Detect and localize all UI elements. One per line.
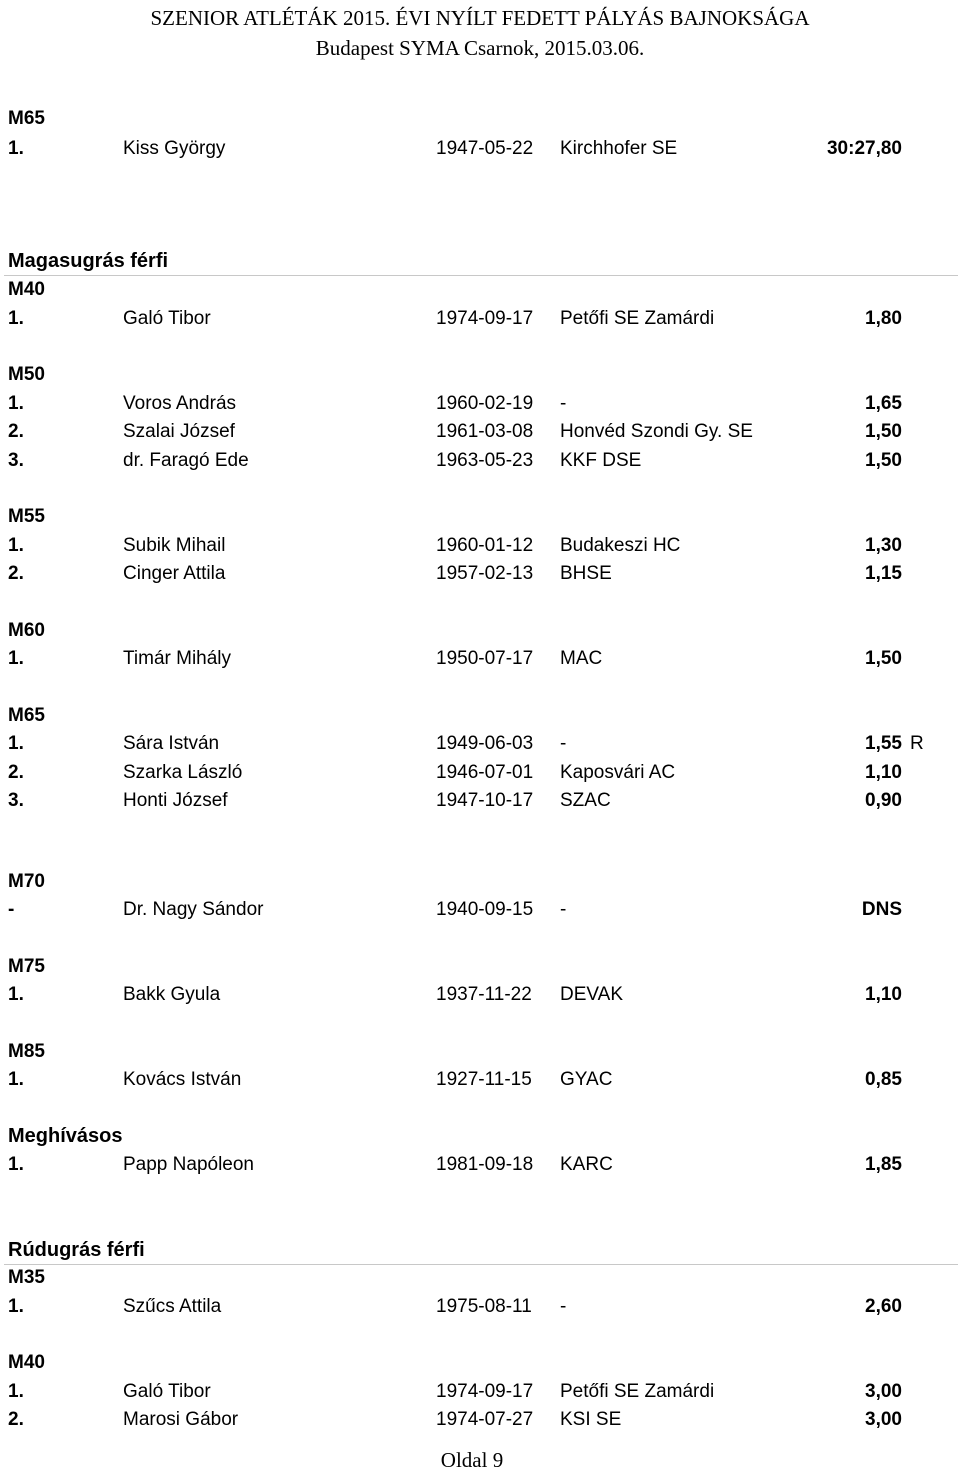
result-value: 1,10 (865, 762, 902, 783)
athlete-name: Bakk Gyula (123, 984, 221, 1005)
result-value: 1,65 (865, 393, 902, 414)
age-group-label: M75 (8, 956, 45, 977)
age-group-label: M35 (8, 1267, 45, 1288)
place-cell: 1. (8, 393, 24, 414)
club-name: Petőfi SE Zamárdi (560, 308, 715, 329)
club-name: MAC (560, 648, 603, 669)
birth-date: 1961-03-08 (436, 421, 534, 442)
age-group-label: M85 (8, 1041, 45, 1062)
athlete-name: Szalai József (123, 421, 235, 442)
athlete-name: Dr. Nagy Sándor (123, 899, 264, 920)
club-name: - (560, 1296, 567, 1317)
place-cell: 3. (8, 450, 24, 471)
athlete-name: Papp Napóleon (123, 1154, 254, 1175)
birth-date: 1937-11-22 (436, 984, 532, 1005)
place-cell: 1. (8, 1381, 24, 1402)
result-value: 1,55 (865, 733, 902, 754)
place-cell: 1. (8, 733, 24, 754)
place-cell: 1. (8, 535, 24, 556)
athlete-name: Cinger Attila (123, 563, 226, 584)
age-group-label: M70 (8, 871, 45, 892)
place-cell: - (8, 899, 15, 920)
club-name: DEVAK (560, 984, 624, 1005)
birth-date: 1960-02-19 (436, 393, 534, 414)
birth-date: 1963-05-23 (436, 450, 534, 471)
club-name: - (560, 733, 567, 754)
athlete-name: Voros András (123, 393, 237, 414)
result-value: 2,60 (865, 1296, 902, 1317)
birth-date: 1940-09-15 (436, 899, 534, 920)
result-value: DNS (861, 899, 902, 920)
result-value: 1,85 (865, 1154, 902, 1175)
place-cell: 1. (8, 308, 24, 329)
age-group-label: M60 (8, 620, 45, 641)
club-name: Budakeszi HC (560, 535, 681, 556)
athlete-name: Subik Mihail (123, 535, 226, 556)
birth-date: 1949-06-03 (436, 733, 534, 754)
result-note: R (910, 733, 924, 754)
age-group-label: Meghívásos (8, 1125, 123, 1147)
athlete-name: Marosi Gábor (123, 1409, 239, 1430)
place-cell: 1. (8, 648, 24, 669)
place-cell: 2. (8, 421, 24, 442)
athlete-name: Kovács István (123, 1069, 242, 1090)
athlete-name: Galó Tibor (123, 1381, 211, 1402)
page-number: Oldal 9 (440, 1448, 504, 1472)
club-name: GYAC (560, 1069, 613, 1090)
birth-date: 1974-09-17 (436, 308, 534, 329)
event-title: Magasugrás férfi (8, 250, 169, 272)
event-divider (4, 275, 958, 276)
place-cell: 1. (8, 138, 24, 159)
result-value: 30:27,80 (826, 138, 902, 159)
club-name: Petőfi SE Zamárdi (560, 1381, 715, 1402)
place-cell: 2. (8, 762, 24, 783)
birth-date: 1957-02-13 (436, 563, 534, 584)
athlete-name: Galó Tibor (123, 308, 211, 329)
birth-date: 1960-01-12 (436, 535, 534, 556)
club-name: - (560, 899, 567, 920)
athlete-name: Sára István (123, 733, 220, 754)
place-cell: 1. (8, 1154, 24, 1175)
result-value: 1,15 (865, 563, 902, 584)
result-value: 1,30 (865, 535, 902, 556)
club-name: Kirchhofer SE (560, 138, 678, 159)
age-group-label: M65 (8, 705, 45, 726)
place-cell: 2. (8, 563, 24, 584)
page-title: SZENIOR ATLÉTÁK 2015. ÉVI NYÍLT FEDETT PÁLYÁS BAJNOKSÁGA (150, 6, 810, 30)
result-value: 0,85 (865, 1069, 902, 1090)
result-value: 1,50 (865, 450, 902, 471)
birth-date: 1927-11-15 (436, 1069, 532, 1090)
event-divider (4, 1264, 958, 1265)
result-value: 1,80 (865, 308, 902, 329)
birth-date: 1975-08-11 (436, 1296, 532, 1317)
club-name: SZAC (560, 790, 611, 811)
age-group-label: M55 (8, 506, 45, 527)
page-subtitle: Budapest SYMA Csarnok, 2015.03.06. (315, 36, 645, 60)
athlete-name: Szarka László (123, 762, 243, 783)
result-value: 1,50 (865, 648, 902, 669)
place-cell: 1. (8, 1069, 24, 1090)
place-cell: 1. (8, 1296, 24, 1317)
birth-date: 1974-09-17 (436, 1381, 534, 1402)
result-value: 1,10 (865, 984, 902, 1005)
club-name: BHSE (560, 563, 612, 584)
athlete-name: Honti József (123, 790, 228, 811)
athlete-name: Szűcs Attila (123, 1296, 222, 1317)
age-group-label: M40 (8, 279, 45, 300)
birth-date: 1981-09-18 (436, 1154, 534, 1175)
club-name: Kaposvári AC (560, 762, 676, 783)
birth-date: 1947-05-22 (436, 138, 534, 159)
birth-date: 1946-07-01 (436, 762, 534, 783)
club-name: KKF DSE (560, 450, 642, 471)
athlete-name: Kiss György (123, 138, 226, 159)
athlete-name: Timár Mihály (123, 648, 232, 669)
club-name: Honvéd Szondi Gy. SE (560, 421, 753, 442)
result-value: 3,00 (865, 1409, 902, 1430)
age-group-label: M40 (8, 1352, 45, 1373)
birth-date: 1974-07-27 (436, 1409, 534, 1430)
result-value: 0,90 (865, 790, 902, 811)
result-value: 3,00 (865, 1381, 902, 1402)
athlete-name: dr. Faragó Ede (123, 450, 249, 471)
age-group-label: M65 (8, 108, 45, 129)
event-title: Rúdugrás férfi (8, 1239, 145, 1261)
place-cell: 1. (8, 984, 24, 1005)
birth-date: 1950-07-17 (436, 648, 534, 669)
birth-date: 1947-10-17 (436, 790, 534, 811)
club-name: KSI SE (560, 1409, 622, 1430)
club-name: - (560, 393, 567, 414)
place-cell: 2. (8, 1409, 24, 1430)
place-cell: 3. (8, 790, 24, 811)
age-group-label: M50 (8, 364, 45, 385)
result-value: 1,50 (865, 421, 902, 442)
club-name: KARC (560, 1154, 613, 1175)
